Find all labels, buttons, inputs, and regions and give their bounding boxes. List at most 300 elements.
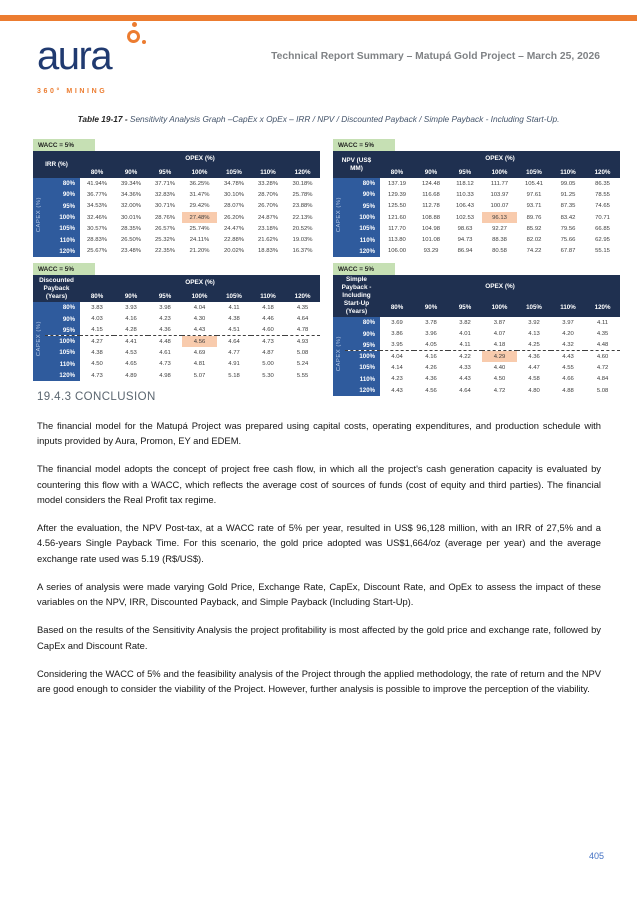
value-cell: 4.14: [380, 362, 414, 373]
metric-label: IRR (%): [33, 151, 80, 178]
value-cell: 4.11: [585, 317, 620, 328]
capex-row-header: 80%: [345, 178, 380, 189]
value-cell: 22.13%: [285, 212, 320, 223]
conclusion-paragraphs: [37, 418, 601, 696]
value-cell: 98.63: [448, 223, 482, 234]
value-cell: 4.11: [217, 302, 251, 313]
value-cell: 4.50: [80, 359, 114, 370]
capex-row-header: 100%: [45, 212, 80, 223]
capex-row-header: 120%: [345, 385, 380, 396]
value-cell: 94.73: [448, 234, 482, 245]
conclusion-paragraph: Based on the results of the Sensitivity Analysis the project profitability is most affected by the gold price and exchange rate, followed by CapEx and Discount Rate.: [37, 624, 601, 651]
opex-col-header: 80%: [380, 298, 414, 317]
value-cell: 4.43: [551, 351, 585, 362]
value-cell: 33.28%: [251, 178, 285, 189]
conclusion-paragraph: The financial model adopts the concept of project free cash flow, in which all the project's cash generation capacity is evaluated by countering this flow with a WACC, which reflects the average cost of sources of funds (cost of equity and third parties). The financial model considers the Real Profit tax regime.: [37, 463, 601, 505]
capex-row-header: 110%: [45, 234, 80, 245]
value-cell: 26.50%: [114, 234, 148, 245]
value-cell: 4.61: [148, 347, 182, 358]
value-cell: 111.77: [482, 178, 517, 189]
metric-label: Simple Payback - Including Start-Up (Years): [333, 275, 380, 317]
value-cell: 36.25%: [182, 178, 217, 189]
value-cell: 4.05: [414, 340, 448, 351]
sensitivity-table-irr: [33, 139, 320, 257]
value-cell: 30.10%: [217, 189, 251, 200]
value-cell: 129.39: [380, 189, 414, 200]
value-cell: 5.30: [251, 370, 285, 381]
sensitivity-grid: [33, 151, 320, 257]
value-cell: 4.58: [517, 374, 551, 385]
value-cell: 3.83: [80, 302, 114, 313]
value-cell: 3.93: [114, 302, 148, 313]
opex-group-header: OPEX (%): [380, 275, 620, 298]
value-cell: 4.48: [148, 336, 182, 347]
value-cell: 4.41: [114, 336, 148, 347]
opex-col-header: 105%: [217, 290, 251, 302]
value-cell: 27.48%: [182, 212, 217, 223]
opex-col-header: 80%: [80, 166, 114, 178]
opex-col-header: 90%: [114, 166, 148, 178]
value-cell: 30.57%: [80, 223, 114, 234]
table-caption: [0, 114, 637, 124]
value-cell: 5.24: [285, 359, 320, 370]
conclusion-paragraph: A series of analysis were made varying Gold Price, Exchange Rate, CapEx, Discount Rate, and OpEx to assess the impact of these variables on the NPV, IRR, Discounted Payback, and Simple Payback (Including Start-Up).: [37, 580, 601, 608]
capex-row-header: 95%: [45, 325, 80, 336]
value-cell: 5.07: [182, 370, 217, 381]
aura-logo: [37, 34, 111, 95]
value-cell: 28.83%: [80, 234, 114, 245]
capex-group-cell: [333, 317, 345, 396]
value-cell: 4.53: [114, 347, 148, 358]
value-cell: 93.29: [414, 246, 448, 257]
value-cell: 124.48: [414, 178, 448, 189]
conclusion-paragraph: After the evaluation, the NPV Post-tax, at a WACC rate of 5% per year, resulted in US$ 96,128 million, with an IRR of 27,5% and a 4.56-years Single Payback Time. For this scenario, the gold price adopted was US$1,664/oz (average per year) and the average exchange rate used was 5.19 (R$/US$).: [37, 522, 601, 564]
value-cell: 3.98: [148, 302, 182, 313]
value-cell: 28.35%: [114, 223, 148, 234]
value-cell: 24.47%: [217, 223, 251, 234]
value-cell: 83.42: [551, 212, 585, 223]
value-cell: 24.87%: [251, 212, 285, 223]
value-cell: 96.13: [482, 212, 517, 223]
value-cell: 21.62%: [251, 234, 285, 245]
value-cell: 4.60: [585, 351, 620, 362]
value-cell: 79.56: [551, 223, 585, 234]
value-cell: 4.56: [414, 385, 448, 396]
value-cell: 4.98: [148, 370, 182, 381]
value-cell: 101.08: [414, 234, 448, 245]
capex-group-cell: [33, 178, 45, 257]
logo-small-dot-icon: [142, 40, 146, 44]
opex-col-header: 90%: [414, 298, 448, 317]
value-cell: 4.43: [182, 325, 217, 336]
value-cell: 4.30: [182, 313, 217, 324]
value-cell: 28.70%: [251, 189, 285, 200]
value-cell: 25.67%: [80, 246, 114, 257]
value-cell: 3.78: [414, 317, 448, 328]
opex-group-header: OPEX (%): [80, 151, 320, 166]
value-cell: 34.78%: [217, 178, 251, 189]
table-caption-text: Sensitivity Analysis Graph –CapEx x OpEx – IRR / NPV / Discounted Payback / Simple Payback - Including Start-Up.: [129, 114, 560, 124]
value-cell: 4.87: [251, 347, 285, 358]
capex-row-header: 90%: [345, 328, 380, 339]
value-cell: 36.77%: [80, 189, 114, 200]
value-cell: 4.73: [148, 359, 182, 370]
value-cell: 34.36%: [114, 189, 148, 200]
value-cell: 4.47: [517, 362, 551, 373]
capex-row-header: 80%: [45, 302, 80, 313]
value-cell: 4.89: [114, 370, 148, 381]
capex-row-header: 105%: [45, 347, 80, 358]
value-cell: 4.29: [482, 351, 517, 362]
opex-col-header: 110%: [551, 298, 585, 317]
value-cell: 4.27: [80, 336, 114, 347]
value-cell: 4.93: [285, 336, 320, 347]
value-cell: 25.78%: [285, 189, 320, 200]
value-cell: 97.61: [517, 189, 551, 200]
capex-row-header: 90%: [345, 189, 380, 200]
value-cell: 3.95: [380, 340, 414, 351]
value-cell: 28.07%: [217, 201, 251, 212]
value-cell: 4.78: [285, 325, 320, 336]
value-cell: 4.18: [251, 302, 285, 313]
capex-row-header: 110%: [345, 374, 380, 385]
value-cell: 4.13: [517, 328, 551, 339]
value-cell: 28.76%: [148, 212, 182, 223]
value-cell: 4.16: [114, 313, 148, 324]
value-cell: 91.25: [551, 189, 585, 200]
opex-col-header: 100%: [482, 298, 517, 317]
value-cell: 26.20%: [217, 212, 251, 223]
value-cell: 4.91: [217, 359, 251, 370]
value-cell: 4.55: [551, 362, 585, 373]
value-cell: 32.83%: [148, 189, 182, 200]
opex-col-header: 95%: [148, 290, 182, 302]
value-cell: 32.46%: [80, 212, 114, 223]
value-cell: 4.40: [482, 362, 517, 373]
sensitivity-table-simple-payback: [333, 263, 620, 396]
value-cell: 4.35: [585, 328, 620, 339]
value-cell: 110.33: [448, 189, 482, 200]
opex-col-header: 100%: [482, 166, 517, 178]
capex-row-header: 110%: [345, 234, 380, 245]
value-cell: 74.22: [517, 246, 551, 257]
opex-col-header: 105%: [517, 298, 551, 317]
sensitivity-grid: [333, 151, 620, 257]
opex-col-header: 105%: [517, 166, 551, 178]
value-cell: 106.00: [380, 246, 414, 257]
value-cell: 103.97: [482, 189, 517, 200]
capex-row-header: 90%: [45, 189, 80, 200]
value-cell: 121.60: [380, 212, 414, 223]
value-cell: 4.64: [217, 336, 251, 347]
capex-group-cell: [33, 302, 45, 381]
logo-circle-icon: [125, 22, 147, 52]
value-cell: 4.23: [148, 313, 182, 324]
value-cell: 4.36: [414, 374, 448, 385]
sensitivity-grid: [33, 275, 320, 381]
value-cell: 26.70%: [251, 201, 285, 212]
value-cell: 104.98: [414, 223, 448, 234]
value-cell: 106.43: [448, 201, 482, 212]
value-cell: 88.38: [482, 234, 517, 245]
metric-label: NPV (US$ MM): [333, 151, 380, 178]
value-cell: 113.80: [380, 234, 414, 245]
value-cell: 4.73: [251, 336, 285, 347]
capex-row-header: 120%: [345, 246, 380, 257]
value-cell: 4.81: [182, 359, 217, 370]
value-cell: 4.38: [80, 347, 114, 358]
value-cell: 4.32: [551, 340, 585, 351]
value-cell: 4.77: [217, 347, 251, 358]
value-cell: 30.01%: [114, 212, 148, 223]
logo-row: [37, 34, 111, 78]
value-cell: 102.53: [448, 212, 482, 223]
value-cell: 80.58: [482, 246, 517, 257]
value-cell: 3.69: [380, 317, 414, 328]
capex-row-header: 100%: [45, 336, 80, 347]
capex-row-header: 95%: [45, 201, 80, 212]
value-cell: 5.55: [285, 370, 320, 381]
capex-row-header: 120%: [45, 246, 80, 257]
value-cell: 20.02%: [217, 246, 251, 257]
capex-group-label: CAPEX (%): [336, 197, 342, 233]
value-cell: 4.26: [414, 362, 448, 373]
wacc-label: WACC = 5%: [33, 139, 95, 151]
metric-label: Discounted Payback (Years): [33, 275, 80, 302]
value-cell: 25.74%: [182, 223, 217, 234]
value-cell: 4.16: [414, 351, 448, 362]
value-cell: 4.23: [380, 374, 414, 385]
opex-col-header: 110%: [251, 166, 285, 178]
value-cell: 100.07: [482, 201, 517, 212]
value-cell: 4.69: [182, 347, 217, 358]
top-accent-bar: [0, 15, 637, 21]
value-cell: 4.64: [285, 313, 320, 324]
sensitivity-table-discounted-payback: [33, 263, 320, 396]
opex-col-header: 80%: [380, 166, 414, 178]
opex-col-header: 105%: [217, 166, 251, 178]
value-cell: 32.00%: [114, 201, 148, 212]
value-cell: 116.68: [414, 189, 448, 200]
opex-col-header: 95%: [448, 166, 482, 178]
logo-wordmark: aura: [37, 34, 112, 78]
capex-row-header: 80%: [345, 317, 380, 328]
value-cell: 4.43: [380, 385, 414, 396]
value-cell: 34.53%: [80, 201, 114, 212]
value-cell: 55.15: [585, 246, 620, 257]
value-cell: 22.88%: [217, 234, 251, 245]
value-cell: 89.76: [517, 212, 551, 223]
conclusion-paragraph: Considering the WACC of 5% and the feasibility analysis of the Project through the applied methodology, the rate of return and the NPV are good enough to consider the viability of the Project. However, further analysis is possible to improve the perception of the viability.: [37, 667, 601, 695]
capex-row-header: 80%: [45, 178, 80, 189]
document-title: Technical Report Summary – Matupá Gold Project – March 25, 2026: [271, 51, 600, 62]
capex-row-header: 90%: [45, 313, 80, 324]
value-cell: 4.73: [80, 370, 114, 381]
value-cell: 24.11%: [182, 234, 217, 245]
value-cell: 99.05: [551, 178, 585, 189]
value-cell: 3.97: [551, 317, 585, 328]
opex-col-header: 80%: [80, 290, 114, 302]
conclusion-paragraph: The financial model for the Matupá Project was prepared using capital costs, operating expenditures, and production schedule with inputs provided by Aura, Promon, EY and EDEM.: [37, 420, 601, 447]
opex-col-header: 100%: [182, 290, 217, 302]
capex-group-label: CAPEX (%): [336, 336, 342, 372]
capex-row-header: 100%: [345, 351, 380, 362]
opex-col-header: 90%: [414, 166, 448, 178]
value-cell: 105.41: [517, 178, 551, 189]
value-cell: 30.71%: [148, 201, 182, 212]
value-cell: 4.48: [585, 340, 620, 351]
value-cell: 4.38: [217, 313, 251, 324]
value-cell: 29.42%: [182, 201, 217, 212]
value-cell: 3.86: [380, 328, 414, 339]
value-cell: 117.70: [380, 223, 414, 234]
value-cell: 37.71%: [148, 178, 182, 189]
value-cell: 4.51: [217, 325, 251, 336]
value-cell: 4.04: [182, 302, 217, 313]
table-caption-label: Table 19-17 -: [77, 114, 128, 124]
value-cell: 23.18%: [251, 223, 285, 234]
opex-col-header: 120%: [585, 166, 620, 178]
capex-row-header: 120%: [45, 370, 80, 381]
capex-row-header: 95%: [345, 201, 380, 212]
section-heading: 19.4.3 CONCLUSION: [37, 391, 156, 403]
value-cell: 20.52%: [285, 223, 320, 234]
capex-row-header: 110%: [45, 359, 80, 370]
value-cell: 4.33: [448, 362, 482, 373]
opex-group-header: OPEX (%): [80, 275, 320, 290]
capex-row-header: 95%: [345, 340, 380, 351]
wacc-label: WACC = 5%: [333, 263, 395, 275]
value-cell: 4.80: [517, 385, 551, 396]
value-cell: 82.02: [517, 234, 551, 245]
opex-col-header: 120%: [285, 166, 320, 178]
capex-row-header: 105%: [345, 362, 380, 373]
opex-col-header: 95%: [148, 166, 182, 178]
capex-row-header: 100%: [345, 212, 380, 223]
value-cell: 78.55: [585, 189, 620, 200]
value-cell: 4.65: [114, 359, 148, 370]
value-cell: 67.87: [551, 246, 585, 257]
capex-group-label: CAPEX (%): [36, 321, 42, 357]
value-cell: 4.46: [251, 313, 285, 324]
value-cell: 4.64: [448, 385, 482, 396]
wacc-label: WACC = 5%: [33, 263, 95, 275]
value-cell: 39.34%: [114, 178, 148, 189]
value-cell: 4.18: [482, 340, 517, 351]
value-cell: 4.07: [482, 328, 517, 339]
opex-col-header: 90%: [114, 290, 148, 302]
value-cell: 85.92: [517, 223, 551, 234]
value-cell: 75.66: [551, 234, 585, 245]
opex-col-header: 120%: [285, 290, 320, 302]
value-cell: 4.20: [551, 328, 585, 339]
value-cell: 4.15: [80, 325, 114, 336]
value-cell: 5.08: [585, 385, 620, 396]
value-cell: 21.20%: [182, 246, 217, 257]
opex-col-header: 95%: [448, 298, 482, 317]
sensitivity-grid: [333, 275, 620, 396]
value-cell: 5.08: [285, 347, 320, 358]
opex-col-header: 110%: [551, 166, 585, 178]
value-cell: 25.32%: [148, 234, 182, 245]
value-cell: 86.35: [585, 178, 620, 189]
capex-row-header: 105%: [345, 223, 380, 234]
page-number: 405: [588, 851, 604, 861]
opex-group-header: OPEX (%): [380, 151, 620, 166]
value-cell: 4.35: [285, 302, 320, 313]
capex-group-label: CAPEX (%): [36, 197, 42, 233]
value-cell: 5.18: [217, 370, 251, 381]
logo-accent-dot-icon: [132, 22, 137, 27]
wacc-label: WACC = 5%: [333, 139, 395, 151]
capex-group-cell: [333, 178, 345, 257]
value-cell: 4.50: [482, 374, 517, 385]
value-cell: 4.72: [585, 362, 620, 373]
value-cell: 137.19: [380, 178, 414, 189]
opex-col-header: 100%: [182, 166, 217, 178]
value-cell: 118.12: [448, 178, 482, 189]
value-cell: 4.22: [448, 351, 482, 362]
value-cell: 30.18%: [285, 178, 320, 189]
value-cell: 4.66: [551, 374, 585, 385]
opex-col-header: 110%: [251, 290, 285, 302]
capex-row-header: 105%: [45, 223, 80, 234]
sensitivity-table-npv: [333, 139, 620, 257]
value-cell: 4.36: [148, 325, 182, 336]
value-cell: 62.95: [585, 234, 620, 245]
value-cell: 4.03: [80, 313, 114, 324]
value-cell: 86.94: [448, 246, 482, 257]
value-cell: 4.43: [448, 374, 482, 385]
value-cell: 93.71: [517, 201, 551, 212]
value-cell: 23.48%: [114, 246, 148, 257]
value-cell: 70.71: [585, 212, 620, 223]
value-cell: 87.35: [551, 201, 585, 212]
value-cell: 4.72: [482, 385, 517, 396]
value-cell: 4.56: [182, 336, 217, 347]
logo-ring-icon: [127, 30, 140, 43]
value-cell: 41.94%: [80, 178, 114, 189]
value-cell: 4.60: [251, 325, 285, 336]
opex-col-header: 120%: [585, 298, 620, 317]
value-cell: 3.87: [482, 317, 517, 328]
value-cell: 3.82: [448, 317, 482, 328]
value-cell: 4.25: [517, 340, 551, 351]
sensitivity-tables-grid: [33, 139, 620, 396]
value-cell: 16.37%: [285, 246, 320, 257]
value-cell: 3.96: [414, 328, 448, 339]
value-cell: 4.28: [114, 325, 148, 336]
logo-tagline: 360° MINING: [37, 88, 108, 95]
value-cell: 31.47%: [182, 189, 217, 200]
value-cell: 4.88: [551, 385, 585, 396]
value-cell: 74.65: [585, 201, 620, 212]
value-cell: 4.04: [380, 351, 414, 362]
value-cell: 108.88: [414, 212, 448, 223]
conclusion-section: [37, 391, 601, 709]
value-cell: 4.84: [585, 374, 620, 385]
value-cell: 4.01: [448, 328, 482, 339]
value-cell: 4.11: [448, 340, 482, 351]
value-cell: 66.85: [585, 223, 620, 234]
value-cell: 19.03%: [285, 234, 320, 245]
value-cell: 18.83%: [251, 246, 285, 257]
value-cell: 23.88%: [285, 201, 320, 212]
value-cell: 112.78: [414, 201, 448, 212]
value-cell: 92.27: [482, 223, 517, 234]
value-cell: 4.36: [517, 351, 551, 362]
value-cell: 3.92: [517, 317, 551, 328]
